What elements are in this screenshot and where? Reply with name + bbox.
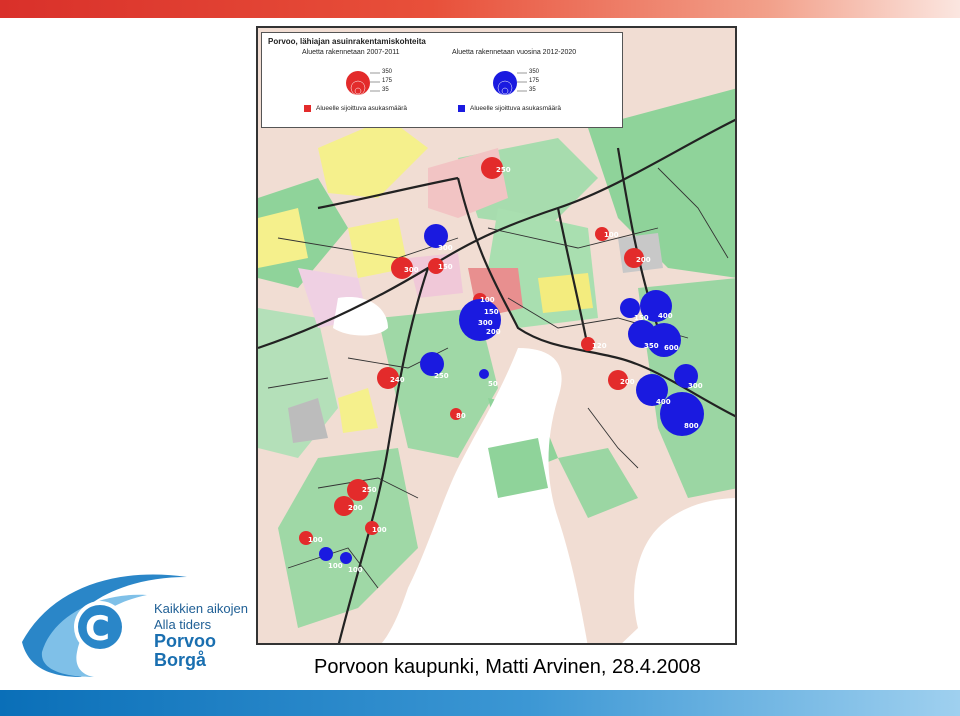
- legend-blue-scale-2: 175: [529, 78, 540, 84]
- porvoo-borga-logo: [22, 567, 248, 677]
- marker-label: 300: [688, 382, 703, 390]
- legend-blue-scale-3: 35: [529, 87, 536, 93]
- marker-label: 200: [620, 378, 635, 386]
- marker-label: 100: [372, 526, 387, 534]
- legend-blue-heading: Aluetta rakennetaan vuosina 2012-2020: [452, 49, 577, 56]
- marker-label: 240: [390, 376, 405, 384]
- marker-label: 600: [664, 344, 679, 352]
- marker-label: 100: [480, 296, 495, 304]
- logo-line-1: Kaikkien aikojen: [154, 601, 248, 616]
- blue-marker: [479, 369, 489, 379]
- legend-red-scale-1: 350: [382, 69, 393, 75]
- marker-label: 200: [636, 256, 651, 264]
- marker-label: 300: [478, 319, 493, 327]
- logo-line-2: Alla tiders: [154, 617, 212, 632]
- marker-label: 400: [656, 398, 671, 406]
- svg-text:C: C: [85, 609, 110, 649]
- legend-red-scale-3: 35: [382, 87, 389, 93]
- marker-label: 100: [328, 562, 343, 570]
- marker-label: 150: [438, 263, 453, 271]
- blue-markers: [319, 224, 704, 564]
- marker-label: 300: [404, 266, 419, 274]
- marker-label: 250: [496, 166, 511, 174]
- marker-label: 150: [634, 314, 649, 322]
- marker-label: 150: [484, 308, 499, 316]
- marker-label: 100: [308, 536, 323, 544]
- legend-blue-key: Alueelle sijoittuva asukasmäärä: [470, 105, 562, 112]
- marker-label: 300: [438, 244, 453, 252]
- marker-label: 250: [434, 372, 449, 380]
- marker-label: 350: [644, 342, 659, 350]
- map-frame: [256, 26, 737, 645]
- marker-label: 800: [684, 422, 699, 430]
- legend-title: Porvoo, lähiajan asuinrakentamiskohteita: [268, 37, 426, 46]
- legend-red-heading: Aluetta rakennetaan 2007-2011: [302, 49, 400, 56]
- red-markers: [299, 157, 644, 545]
- top-banner-stripe: [0, 0, 960, 18]
- marker-layer: [258, 28, 737, 645]
- marker-label: 50: [488, 380, 498, 388]
- blue-marker: [319, 547, 333, 561]
- logo-line-4: Borgå: [154, 650, 207, 670]
- legend-blue-scale-1: 350: [529, 69, 540, 75]
- marker-label: 200: [348, 504, 363, 512]
- legend-red-scale-2: 175: [382, 78, 393, 84]
- marker-label: 80: [456, 412, 466, 420]
- legend-red-key: Alueelle sijoittuva asukasmäärä: [316, 105, 408, 112]
- marker-label: 100: [348, 566, 363, 574]
- marker-label: 120: [592, 342, 607, 350]
- slide-caption: Porvoon kaupunki, Matti Arvinen, 28.4.2008: [314, 656, 701, 678]
- marker-label: 200: [486, 328, 501, 336]
- marker-label: 250: [362, 486, 377, 494]
- logo-line-3: Porvoo: [154, 631, 217, 651]
- marker-label: 100: [604, 231, 619, 239]
- marker-label: 400: [658, 312, 673, 320]
- bottom-banner-stripe: [0, 690, 960, 716]
